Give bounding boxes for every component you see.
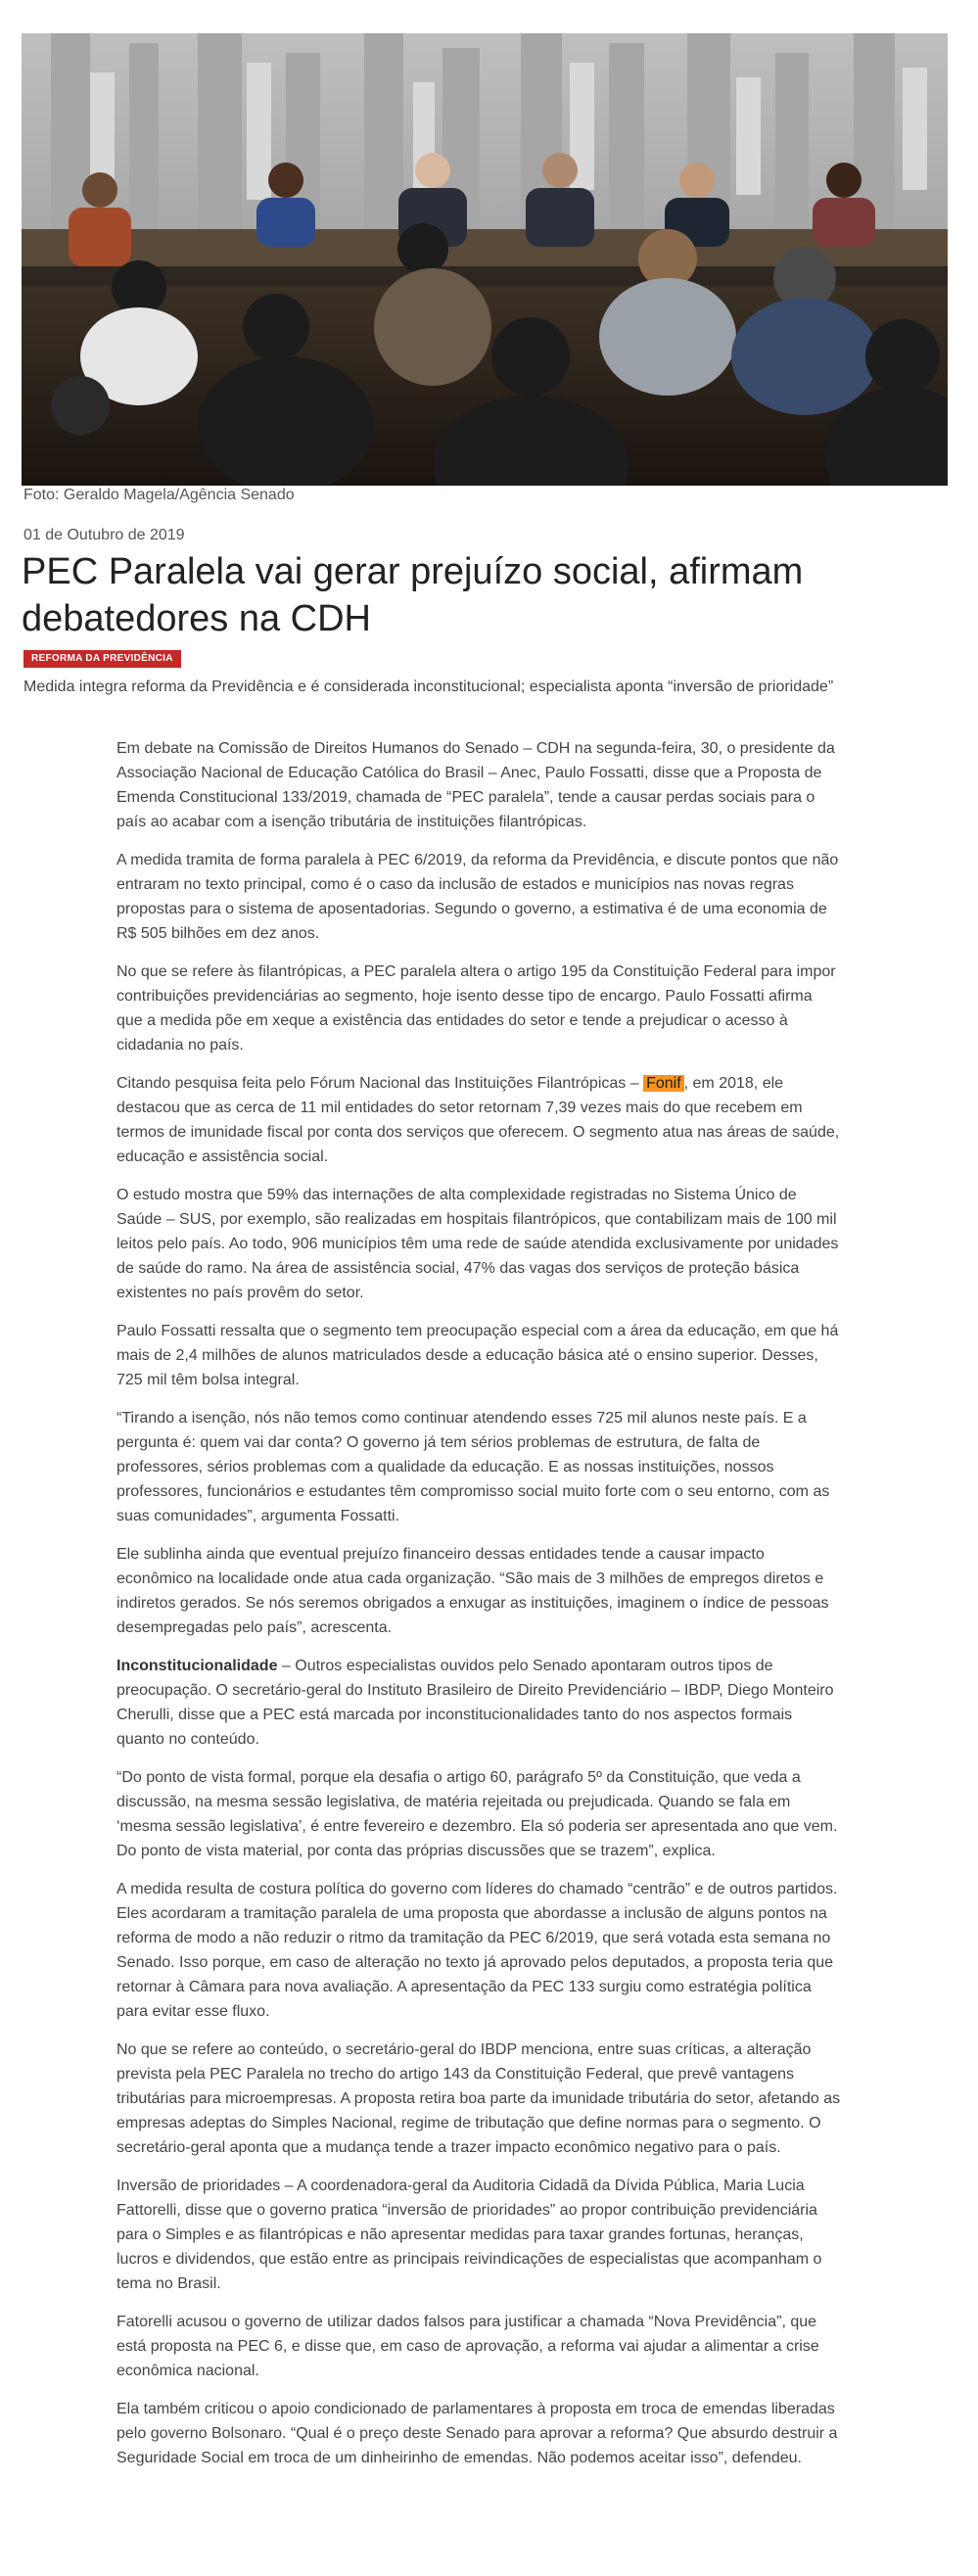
article-title: PEC Paralela vai gerar prejuízo social, afirmam debatedores na CDH <box>22 551 804 639</box>
highlighted-term: Fonif <box>643 1075 684 1092</box>
paragraph: Ele sublinha ainda que eventual prejuízo financeiro dessas entidades tende a causar impacto econômico na localidade onde atua cada organização. “São mais de 3 milhões de empregos diretos e indiretos gerados. Se nós seremos obrigados a enxugar as instituições, imaginem o índice de pessoas desempregadas pelo país”, acrescenta. <box>116 1546 829 1636</box>
paragraph-text: Citando pesquisa feita pelo Fórum Nacional das Instituições Filantrópicas – <box>116 1075 644 1092</box>
category-tag[interactable]: REFORMA DA PREVIDÊNCIA <box>23 650 181 668</box>
paragraph: Paulo Fossatti ressalta que o segmento tem preocupação especial com a área da educação, em que há mais de 2,4 milhões de alunos matriculados desde a educação básica até o ensino superior. Desses, 725 mil têm bolsa integral. <box>116 1323 839 1388</box>
paragraph: A medida resulta de costura política do governo com líderes do chamado “centrão” e de outros partidos. Eles acordaram a tramitação paralela de uma proposta que abordasse a inclusão de alguns pontos na reforma de modo a não reduzir o ritmo da tramitação da PEC 6/2019, que será votada esta semana no Senado. Isso porque, em caso de alteração no texto já aprovado pelos deputados, a proposta teria que retornar à Câmara para nova avaliação. A apresentação da PEC 133 surgiu como estratégia política para evitar esse fluxo. <box>116 1881 838 2020</box>
paragraph: Inversão de prioridades – A coordenadora-geral da Auditoria Cidadã da Dívida Pública, Maria Lucia Fattorelli, disse que o governo pratica “inversão de prioridades” ao propor contribuição previdenciária para o Simples e as filantrópicas e não apresentar medidas para taxar grandes fortunas, heranças, lucros e dividendos, que estão entre as principais reivindicações de especialistas que acompanham o tema no Brasil. <box>116 2178 822 2292</box>
photo-caption: Foto: Geraldo Magela/Agência Senado <box>23 487 295 503</box>
paragraph: “Do ponto de vista formal, porque ela desafia o artigo 60, parágrafo 5º da Constituição, que veda a discussão, na mesma sessão legislativa, de matéria rejeitada ou prejudicada. Quando se fala em ‘mesma sessão legislativa’, é entre fevereiro e dezembro. Ela só poderia ser apresentada ano que vem. Do ponto de vista material, por conta das próprias discussões que se trazem”, explica. <box>116 1769 838 1859</box>
paragraph: Ela também criticou o apoio condicionado de parlamentares à proposta em troca de emendas liberadas pelo governo Bolsonaro. “Qual é o preço deste Senado para aprovar a reforma? Que absurdo destruir a Seguridade Social em troca de um dinheirinho de emendas. Não podemos aceitar isso”, defendeu. <box>116 2401 838 2466</box>
article-subtitle: Medida integra reforma da Previdência e é considerada inconstitucional; especialista aponta “inversão de prioridade” <box>23 679 834 695</box>
section-heading: Inconstitucionalidade <box>116 1658 278 1674</box>
article-body <box>116 736 841 2484</box>
hearing-photo-image <box>22 33 948 486</box>
paragraph: Fatorelli acusou o governo de utilizar dados falsos para justificar a chamada “Nova Previdência”, que está proposta na PEC 6, e disse que, em caso de aprovação, a reforma vai ajudar a alimentar a crise econômica nacional. <box>116 2314 819 2379</box>
paragraph: No que se refere às filantrópicas, a PEC paralela altera o artigo 195 da Constituição Federal para impor contribuições previdenciárias ao segmento, hoje isento desse tipo de encargo. Paulo Fossatti afirma que a medida põe em xeque a existência das entidades do setor e tende a prejudicar o acesso à cidadania no país. <box>116 963 836 1054</box>
paragraph: Em debate na Comissão de Direitos Humanos do Senado – CDH na segunda-feira, 30, o presidente da Associação Nacional de Educação Católica do Brasil – Anec, Paulo Fossatti, disse que a Proposta de Emenda Constitucional 133/2019, chamada de “PEC paralela”, tende a causar perdas sociais para o país ao acabar com a isenção tributária de instituições filantrópicas. <box>116 740 835 830</box>
paragraph: No que se refere ao conteúdo, o secretário-geral do IBDP menciona, entre suas críticas, a alteração prevista pela PEC Paralela no trecho do artigo 143 da Constituição Federal, que prevê vantagens tributárias para microempresas. A proposta retira boa parte da imunidade tributária do setor, afetando as empresas adeptas do Simples Nacional, regime de tributação que define normas para o segmento. O secretário-geral aponta que a mudança tende a trazer impacto econômico negativo para o país. <box>116 2041 841 2156</box>
article-photo <box>22 33 948 486</box>
paragraph: “Tirando a isenção, nós não temos como continuar atendendo esses 725 mil alunos neste país. E a pergunta é: quem vai dar conta? O governo já tem sérios problemas de estrutura, de falta de professores, sérios problemas com a qualidade da educação. E as nossas instituições, nossos professores, funcionários e estudantes têm compromisso social muito forte com o seu entorno, com as suas comunidades”, argumenta Fossatti. <box>116 1410 830 1524</box>
paragraph <box>116 1654 841 1752</box>
publish-date: 01 de Outubro de 2019 <box>23 527 185 543</box>
paragraph <box>116 1071 841 1169</box>
paragraph-text: , em 2018, ele destacou que as cerca de 11 mil entidades do setor retornam 7,39 vezes mais do que recebem em termos de imunidade fiscal por conta dos serviços que oferecem. O segmento atua nas áreas de saúde, educação e assistência social. <box>116 1075 840 1165</box>
paragraph: A medida tramita de forma paralela à PEC 6/2019, da reforma da Previdência, e discute pontos que não entraram no texto principal, como é o caso da inclusão de estados e municípios nas novas regras propostas para o sistema de aposentadorias. Segundo o governo, a estimativa é de uma economia de R$ 505 bilhões em dez anos. <box>116 852 839 942</box>
paragraph: O estudo mostra que 59% das internações de alta complexidade registradas no Sistema Único de Saúde – SUS, por exemplo, são realizadas em hospitais filantrópicos, que contabilizam mais de 100 mil leitos pelo país. Ao todo, 906 municípios têm uma rede de saúde atendida exclusivamente por unidades de saúde do ramo. Na área de assistência social, 47% das vagas dos serviços de proteção básica existentes no país provêm do setor. <box>116 1187 839 1301</box>
paragraph-text: – Outros especialistas ouvidos pelo Senado apontaram outros tipos de preocupação. O secretário-geral do Instituto Brasileiro de Direito Previdenciário – IBDP, Diego Monteiro Cherulli, disse que a PEC está marcada por inconstitucionalidades tanto do nos aspectos formais quanto no conteúdo. <box>116 1658 834 1748</box>
